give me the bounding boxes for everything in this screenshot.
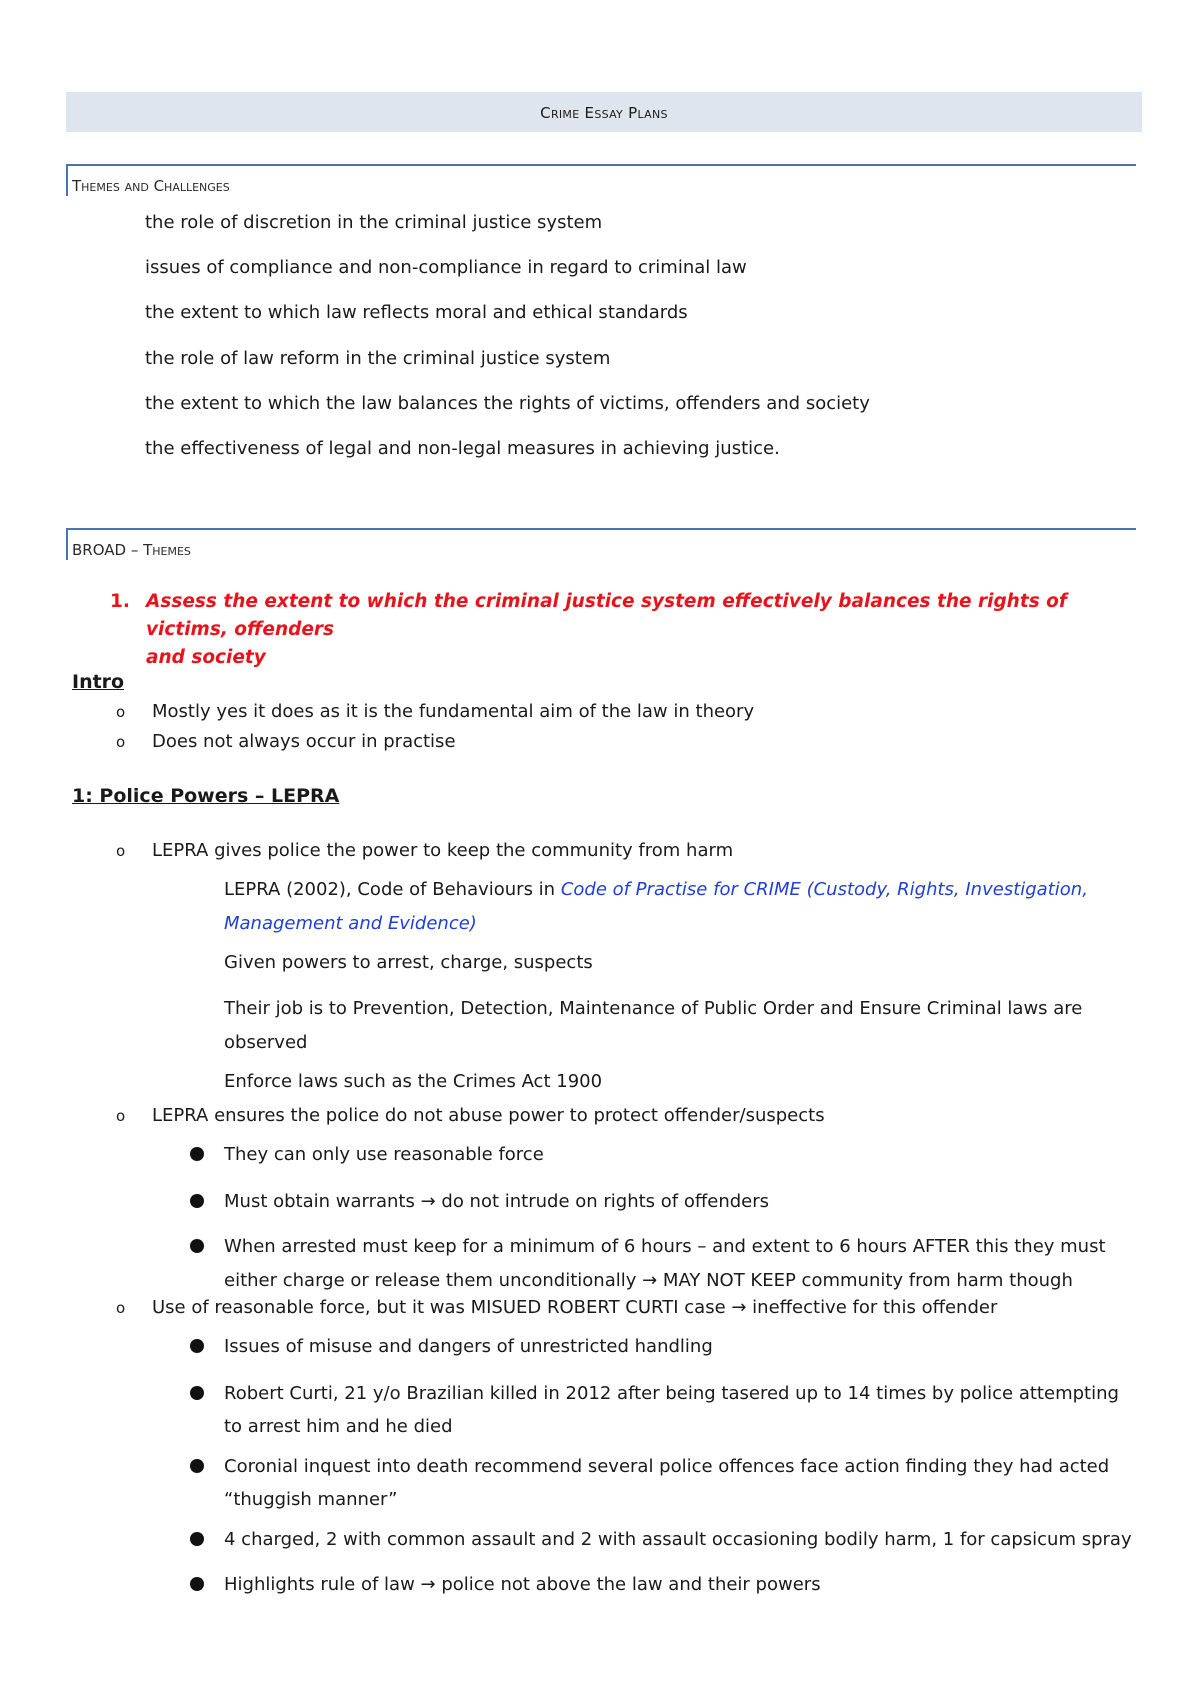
page-title: Crime Essay Plans	[66, 92, 1142, 132]
filled-bullet-icon	[190, 1239, 204, 1253]
police-detail: Their job is to Prevention, Detection, Maintenance of Public Order and Ensure Criminal laws are	[224, 998, 1083, 1019]
theme-item: the role of discretion in the criminal justice system	[145, 212, 603, 233]
bullet-item: Highlights rule of law → police not above the law and their powers	[190, 1574, 821, 1595]
filled-bullet-icon	[190, 1194, 204, 1208]
theme-item: the extent to which the law balances the rights of victims, offenders and society	[145, 393, 870, 414]
circle-bullet-icon: o	[116, 733, 126, 751]
police-point: o LEPRA gives police the power to keep the community from harm	[116, 840, 734, 861]
police-detail: Enforce laws such as the Crimes Act 1900	[224, 1071, 603, 1092]
bullet-item: 4 charged, 2 with common assault and 2 with assault occasioning bodily harm, 1 for capsicum spray	[190, 1529, 1132, 1550]
bullet-item: Issues of misuse and dangers of unrestricted handling	[190, 1336, 713, 1357]
question-text-line-1: Assess the extent to which the criminal justice system effectively balances the rights of victims, offenders	[146, 591, 1067, 640]
bullet-item-continued: “thuggish manner”	[224, 1489, 398, 1510]
police-detail: observed	[224, 1032, 308, 1053]
bullet-item-continued: either charge or release them unconditionally → MAY NOT KEEP community from harm though	[224, 1270, 1073, 1291]
bullet-item: When arrested must keep for a minimum of 6 hours – and extent to 6 hours AFTER this they must	[190, 1236, 1106, 1257]
theme-item: the role of law reform in the criminal justice system	[145, 348, 611, 369]
bullet-item-continued: to arrest him and he died	[224, 1416, 453, 1437]
essay-question	[110, 588, 1120, 672]
filled-bullet-icon	[190, 1339, 204, 1353]
question-text-line-2: and society	[146, 647, 266, 668]
theme-item: the effectiveness of legal and non-legal measures in achieving justice.	[145, 438, 780, 459]
bullet-item: Coronial inquest into death recommend several police offences face action finding they had acted	[190, 1456, 1109, 1477]
intro-item: o Does not always occur in practise	[116, 731, 456, 752]
lepra-code-line: LEPRA (2002), Code of Behaviours in Code of Practise for CRIME (Custody, Rights, Investigation,	[224, 879, 1088, 900]
intro-item: o Mostly yes it does as it is the fundamental aim of the law in theory	[116, 701, 755, 722]
bullet-item: Must obtain warrants → do not intrude on rights of offenders	[190, 1191, 769, 1212]
filled-bullet-icon	[190, 1577, 204, 1591]
bullet-item: They can only use reasonable force	[190, 1144, 544, 1165]
question-number: 1.	[110, 591, 130, 612]
police-powers-heading: 1: Police Powers – LEPRA	[72, 785, 340, 807]
circle-bullet-icon: o	[116, 842, 126, 860]
filled-bullet-icon	[190, 1147, 204, 1161]
circle-bullet-icon: o	[116, 703, 126, 721]
theme-item: issues of compliance and non-compliance in regard to criminal law	[145, 257, 747, 278]
police-point: o Use of reasonable force, but it was MISUED ROBERT CURTI case → ineffective for this offender	[116, 1297, 998, 1318]
filled-bullet-icon	[190, 1459, 204, 1473]
lepra-code-line-2: Management and Evidence)	[224, 913, 477, 934]
section-heading-broad: BROAD – Themes	[66, 528, 1136, 560]
filled-bullet-icon	[190, 1532, 204, 1546]
section-heading-themes: Themes and Challenges	[66, 164, 1136, 196]
theme-item: the extent to which law reflects moral and ethical standards	[145, 302, 688, 323]
police-detail: Given powers to arrest, charge, suspects	[224, 952, 593, 973]
bullet-item: Robert Curti, 21 y/o Brazilian killed in 2012 after being tasered up to 14 times by police attempting	[190, 1383, 1119, 1404]
filled-bullet-icon	[190, 1386, 204, 1400]
circle-bullet-icon: o	[116, 1107, 126, 1125]
police-point: o LEPRA ensures the police do not abuse power to protect offender/suspects	[116, 1105, 825, 1126]
circle-bullet-icon: o	[116, 1299, 126, 1317]
intro-heading: Intro	[72, 671, 125, 693]
